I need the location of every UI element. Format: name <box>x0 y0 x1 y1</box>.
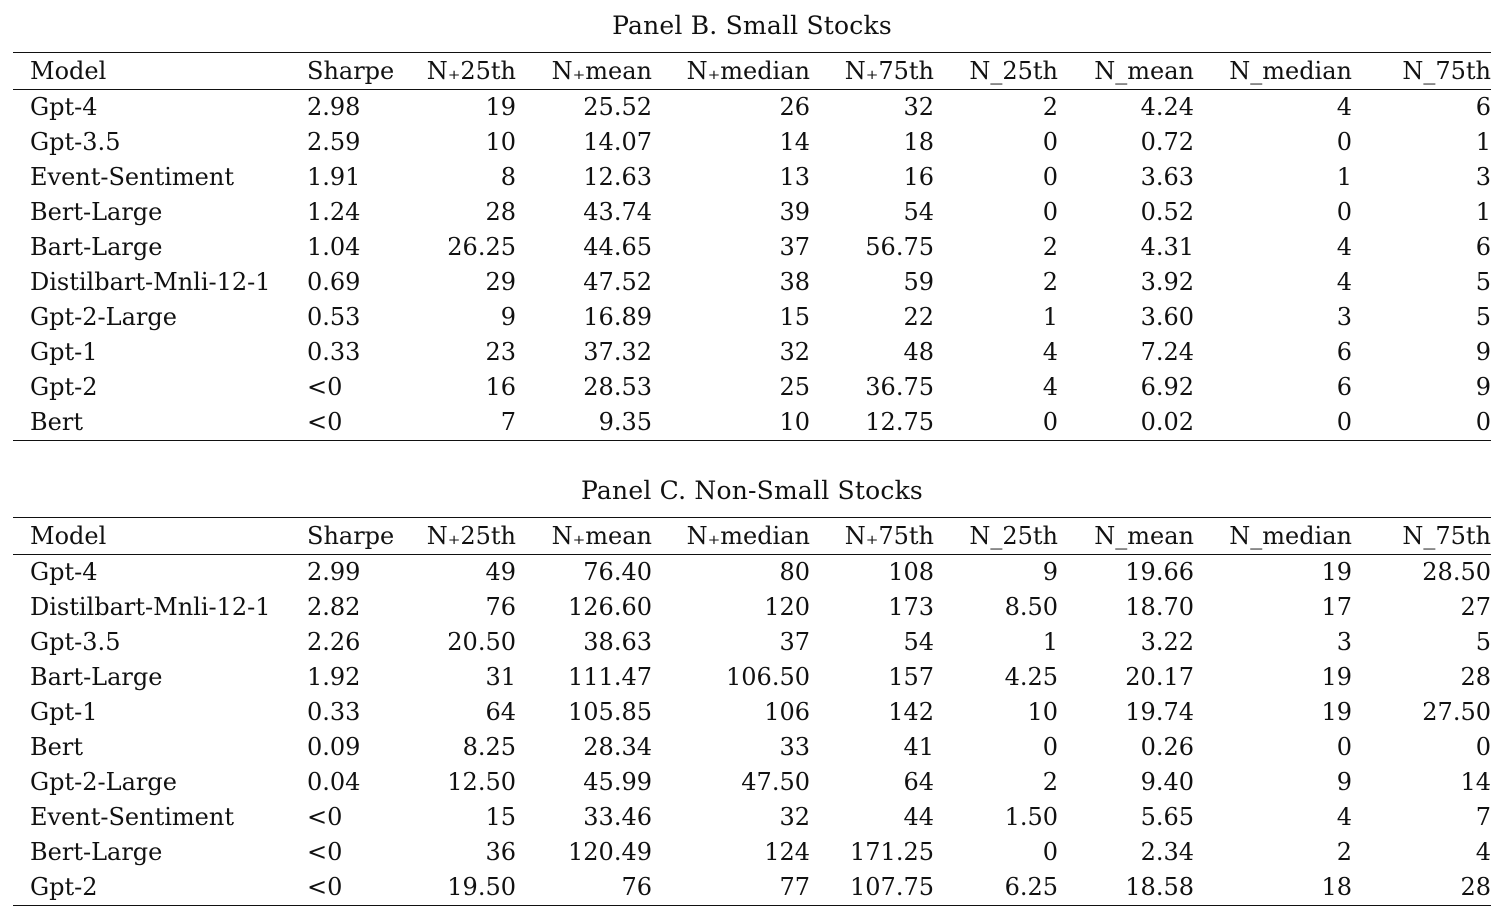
table-body <box>13 90 1491 441</box>
value-cell: 6 <box>1336 338 1352 366</box>
table-row <box>13 870 1491 906</box>
value-cell: 6 <box>1475 233 1491 261</box>
column-header: N_25th <box>969 522 1058 550</box>
table-row <box>13 125 1491 160</box>
table-row <box>13 695 1491 730</box>
value-cell: 9 <box>1042 558 1058 586</box>
column-header: N_mean <box>1094 522 1194 550</box>
value-cell: 26.25 <box>447 233 516 261</box>
value-cell: 64 <box>903 768 934 796</box>
table-row <box>13 265 1491 300</box>
value-cell: 33 <box>779 733 810 761</box>
value-cell: 37 <box>779 233 810 261</box>
table-header <box>13 53 1491 90</box>
value-cell: 2 <box>1042 768 1058 796</box>
value-cell: 1 <box>1475 198 1491 226</box>
table-row <box>13 730 1491 765</box>
value-cell: 77 <box>779 873 810 901</box>
value-cell: 32 <box>779 803 810 831</box>
results-table <box>13 52 1491 441</box>
value-cell: 4.25 <box>1004 663 1058 691</box>
value-cell: 1 <box>1475 128 1491 156</box>
sharpe-cell: 0.53 <box>307 303 361 331</box>
value-cell: 157 <box>888 663 934 691</box>
value-cell: 0 <box>1475 408 1491 436</box>
value-cell: 111.47 <box>568 663 652 691</box>
value-cell: 124 <box>764 838 810 866</box>
value-cell: 20.50 <box>447 628 516 656</box>
value-cell: 107.75 <box>850 873 934 901</box>
table-row <box>13 800 1491 835</box>
sharpe-cell: 2.26 <box>307 628 361 656</box>
value-cell: 6.92 <box>1140 373 1194 401</box>
value-cell: 28.53 <box>583 373 652 401</box>
value-cell: 1.50 <box>1004 803 1058 831</box>
value-cell: 14 <box>779 128 810 156</box>
value-cell: 27 <box>1460 593 1491 621</box>
value-cell: 4 <box>1042 338 1058 366</box>
sharpe-cell: <0 <box>307 408 343 436</box>
model-name-cell: Bart-Large <box>30 233 163 261</box>
model-name-cell: Gpt-2-Large <box>30 303 177 331</box>
column-header: N_median <box>1229 57 1352 85</box>
column-header: N₊75th <box>844 57 934 85</box>
sharpe-cell: 2.98 <box>307 93 361 121</box>
value-cell: 13 <box>779 163 810 191</box>
value-cell: 19.74 <box>1125 698 1194 726</box>
value-cell: 0 <box>1042 733 1058 761</box>
value-cell: 3.63 <box>1140 163 1194 191</box>
column-header: N_75th <box>1402 57 1491 85</box>
panel-title: Panel B. Small Stocks <box>612 11 892 40</box>
value-cell: 36 <box>485 838 516 866</box>
value-cell: 171.25 <box>850 838 934 866</box>
column-header: N₊25th <box>426 57 516 85</box>
value-cell: 0.72 <box>1140 128 1194 156</box>
model-name-cell: Gpt-4 <box>30 93 98 121</box>
value-cell: 38 <box>779 268 810 296</box>
value-cell: 0.52 <box>1140 198 1194 226</box>
value-cell: 2 <box>1042 93 1058 121</box>
value-cell: 14 <box>1460 768 1491 796</box>
value-cell: 18 <box>903 128 934 156</box>
table-row <box>13 625 1491 660</box>
model-name-cell: Bert-Large <box>30 838 163 866</box>
value-cell: 0 <box>1336 198 1352 226</box>
value-cell: 25 <box>779 373 810 401</box>
value-cell: 19.66 <box>1125 558 1194 586</box>
header-row <box>13 53 1491 90</box>
value-cell: 0 <box>1475 733 1491 761</box>
value-cell: 1 <box>1042 303 1058 331</box>
value-cell: 9 <box>1475 338 1491 366</box>
table-row <box>13 405 1491 441</box>
value-cell: 1 <box>1042 628 1058 656</box>
column-header: Sharpe <box>307 57 395 85</box>
value-cell: 10 <box>485 128 516 156</box>
value-cell: 16.89 <box>583 303 652 331</box>
model-name-cell: Gpt-2-Large <box>30 768 177 796</box>
sharpe-cell: 1.92 <box>307 663 361 691</box>
table-row <box>13 335 1491 370</box>
value-cell: 28.50 <box>1422 558 1491 586</box>
value-cell: 0 <box>1336 733 1352 761</box>
value-cell: 15 <box>779 303 810 331</box>
table-row <box>13 555 1491 591</box>
value-cell: 3 <box>1336 303 1352 331</box>
value-cell: 9 <box>500 303 516 331</box>
sharpe-cell: 1.04 <box>307 233 361 261</box>
value-cell: 6 <box>1475 93 1491 121</box>
value-cell: 18 <box>1321 873 1352 901</box>
value-cell: 28.34 <box>583 733 652 761</box>
value-cell: 15 <box>485 803 516 831</box>
value-cell: 23 <box>485 338 516 366</box>
value-cell: 37 <box>779 628 810 656</box>
model-name-cell: Gpt-2 <box>30 873 98 901</box>
value-cell: 4.24 <box>1140 93 1194 121</box>
value-cell: 4 <box>1042 373 1058 401</box>
sharpe-cell: <0 <box>307 803 343 831</box>
table-row <box>13 590 1491 625</box>
sharpe-cell: <0 <box>307 873 343 901</box>
table-body <box>13 555 1491 906</box>
value-cell: 126.60 <box>568 593 652 621</box>
value-cell: 12.75 <box>865 408 934 436</box>
value-cell: 106.50 <box>726 663 810 691</box>
value-cell: 31 <box>485 663 516 691</box>
value-cell: 28 <box>1460 663 1491 691</box>
value-cell: 5 <box>1475 268 1491 296</box>
column-header: N₊median <box>686 522 810 550</box>
value-cell: 9 <box>1336 768 1352 796</box>
value-cell: 0 <box>1042 198 1058 226</box>
value-cell: 0.02 <box>1140 408 1194 436</box>
sharpe-cell: 0.69 <box>307 268 361 296</box>
column-header: N₊mean <box>551 522 652 550</box>
column-header: N₊75th <box>844 522 934 550</box>
value-cell: 1 <box>1336 163 1352 191</box>
value-cell: 9.35 <box>598 408 652 436</box>
value-cell: 2 <box>1042 268 1058 296</box>
value-cell: 105.85 <box>568 698 652 726</box>
model-name-cell: Bert-Large <box>30 198 163 226</box>
value-cell: 0 <box>1042 838 1058 866</box>
value-cell: 22 <box>903 303 934 331</box>
value-cell: 5 <box>1475 303 1491 331</box>
value-cell: 29 <box>485 268 516 296</box>
model-name-cell: Event-Sentiment <box>30 163 234 191</box>
value-cell: 47.52 <box>583 268 652 296</box>
model-name-cell: Gpt-3.5 <box>30 628 121 656</box>
value-cell: 0 <box>1042 128 1058 156</box>
value-cell: 38.63 <box>583 628 652 656</box>
value-cell: 54 <box>903 198 934 226</box>
value-cell: 4 <box>1336 93 1352 121</box>
model-name-cell: Bert <box>30 408 83 436</box>
value-cell: 10 <box>1027 698 1058 726</box>
value-cell: 28 <box>1460 873 1491 901</box>
value-cell: 7 <box>500 408 516 436</box>
sharpe-cell: 1.91 <box>307 163 361 191</box>
value-cell: 19 <box>1321 558 1352 586</box>
sharpe-cell: 0.04 <box>307 768 361 796</box>
value-cell: 8 <box>500 163 516 191</box>
value-cell: 2 <box>1336 838 1352 866</box>
value-cell: 76 <box>485 593 516 621</box>
sharpe-cell: 0.33 <box>307 338 361 366</box>
value-cell: 12.50 <box>447 768 516 796</box>
value-cell: 44 <box>903 803 934 831</box>
value-cell: 18.58 <box>1125 873 1194 901</box>
value-cell: 7 <box>1475 803 1491 831</box>
column-header: N_75th <box>1402 522 1491 550</box>
value-cell: 64 <box>485 698 516 726</box>
value-cell: 32 <box>903 93 934 121</box>
value-cell: 14.07 <box>583 128 652 156</box>
sharpe-cell: 0.09 <box>307 733 361 761</box>
model-name-cell: Event-Sentiment <box>30 803 234 831</box>
panel-b <box>13 0 1491 441</box>
value-cell: 25.52 <box>583 93 652 121</box>
value-cell: 6.25 <box>1004 873 1058 901</box>
value-cell: 8.50 <box>1004 593 1058 621</box>
value-cell: 0 <box>1336 128 1352 156</box>
value-cell: 19 <box>485 93 516 121</box>
table-row <box>13 835 1491 870</box>
model-name-cell: Bert <box>30 733 83 761</box>
value-cell: 0 <box>1042 163 1058 191</box>
value-cell: 18.70 <box>1125 593 1194 621</box>
value-cell: 48 <box>903 338 934 366</box>
column-header: N_median <box>1229 522 1352 550</box>
value-cell: 3.92 <box>1140 268 1194 296</box>
column-header: Sharpe <box>307 522 395 550</box>
model-name-cell: Gpt-2 <box>30 373 98 401</box>
value-cell: 10 <box>779 408 810 436</box>
value-cell: 45.99 <box>583 768 652 796</box>
value-cell: 32 <box>779 338 810 366</box>
value-cell: 4 <box>1336 233 1352 261</box>
value-cell: 76 <box>621 873 652 901</box>
panel-c <box>13 465 1491 906</box>
value-cell: 173 <box>888 593 934 621</box>
model-name-cell: Bart-Large <box>30 663 163 691</box>
value-cell: 142 <box>888 698 934 726</box>
model-name-cell: Gpt-3.5 <box>30 128 121 156</box>
value-cell: 56.75 <box>865 233 934 261</box>
value-cell: 7.24 <box>1140 338 1194 366</box>
value-cell: 16 <box>485 373 516 401</box>
value-cell: 3 <box>1475 163 1491 191</box>
value-cell: 120.49 <box>568 838 652 866</box>
value-cell: 3.22 <box>1140 628 1194 656</box>
column-header: N_mean <box>1094 57 1194 85</box>
value-cell: 47.50 <box>741 768 810 796</box>
value-cell: 39 <box>779 198 810 226</box>
header-row <box>13 518 1491 555</box>
value-cell: 0 <box>1042 408 1058 436</box>
sharpe-cell: 2.82 <box>307 593 361 621</box>
value-cell: 5.65 <box>1140 803 1194 831</box>
column-header: N_25th <box>969 57 1058 85</box>
table-row <box>13 160 1491 195</box>
value-cell: 12.63 <box>583 163 652 191</box>
table-row <box>13 300 1491 335</box>
sharpe-cell: 2.59 <box>307 128 361 156</box>
value-cell: 3 <box>1336 628 1352 656</box>
value-cell: 17 <box>1321 593 1352 621</box>
value-cell: 19 <box>1321 698 1352 726</box>
value-cell: 5 <box>1475 628 1491 656</box>
value-cell: 0 <box>1336 408 1352 436</box>
value-cell: 3.60 <box>1140 303 1194 331</box>
value-cell: 41 <box>903 733 934 761</box>
model-name-cell: Distilbart-Mnli-12-1 <box>30 593 271 621</box>
value-cell: 37.32 <box>583 338 652 366</box>
value-cell: 76.40 <box>583 558 652 586</box>
column-header: Model <box>30 57 107 85</box>
value-cell: 120 <box>764 593 810 621</box>
column-header: Model <box>30 522 107 550</box>
value-cell: 2.34 <box>1140 838 1194 866</box>
model-name-cell: Gpt-4 <box>30 558 98 586</box>
value-cell: 19 <box>1321 663 1352 691</box>
value-cell: 9.40 <box>1140 768 1194 796</box>
value-cell: 8.25 <box>462 733 516 761</box>
table-row <box>13 230 1491 265</box>
sharpe-cell: 2.99 <box>307 558 361 586</box>
value-cell: 2 <box>1042 233 1058 261</box>
value-cell: 108 <box>888 558 934 586</box>
value-cell: 20.17 <box>1125 663 1194 691</box>
value-cell: 4.31 <box>1140 233 1194 261</box>
model-name-cell: Distilbart-Mnli-12-1 <box>30 268 271 296</box>
value-cell: 16 <box>903 163 934 191</box>
value-cell: 54 <box>903 628 934 656</box>
value-cell: 59 <box>903 268 934 296</box>
sharpe-cell: 1.24 <box>307 198 361 226</box>
value-cell: 4 <box>1336 803 1352 831</box>
column-header: N₊median <box>686 57 810 85</box>
column-header: N₊mean <box>551 57 652 85</box>
model-name-cell: Gpt-1 <box>30 338 98 366</box>
table-row <box>13 660 1491 695</box>
table-row <box>13 765 1491 800</box>
value-cell: 9 <box>1475 373 1491 401</box>
value-cell: 36.75 <box>865 373 934 401</box>
table-row <box>13 370 1491 405</box>
value-cell: 49 <box>485 558 516 586</box>
sharpe-cell: <0 <box>307 838 343 866</box>
value-cell: 43.74 <box>583 198 652 226</box>
value-cell: 4 <box>1336 268 1352 296</box>
results-table <box>13 517 1491 906</box>
panel-title: Panel C. Non-Small Stocks <box>581 476 923 505</box>
value-cell: 0.26 <box>1140 733 1194 761</box>
value-cell: 4 <box>1475 838 1491 866</box>
table-header <box>13 518 1491 555</box>
table-row <box>13 195 1491 230</box>
value-cell: 27.50 <box>1422 698 1491 726</box>
value-cell: 19.50 <box>447 873 516 901</box>
value-cell: 33.46 <box>583 803 652 831</box>
value-cell: 28 <box>485 198 516 226</box>
table-row <box>13 90 1491 126</box>
sharpe-cell: <0 <box>307 373 343 401</box>
column-header: N₊25th <box>426 522 516 550</box>
value-cell: 80 <box>779 558 810 586</box>
value-cell: 106 <box>764 698 810 726</box>
sharpe-cell: 0.33 <box>307 698 361 726</box>
value-cell: 6 <box>1336 373 1352 401</box>
value-cell: 44.65 <box>583 233 652 261</box>
value-cell: 26 <box>779 93 810 121</box>
model-name-cell: Gpt-1 <box>30 698 98 726</box>
